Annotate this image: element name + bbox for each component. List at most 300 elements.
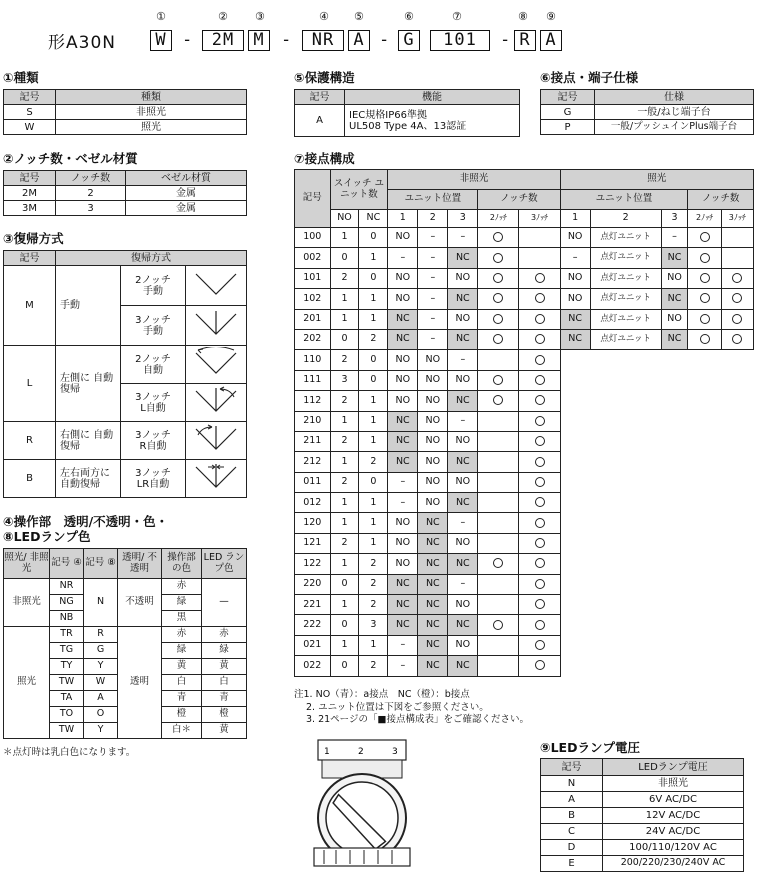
contact-cell: 1 bbox=[359, 533, 388, 553]
contact-cell: 201 bbox=[295, 309, 331, 329]
contact-cell: NC bbox=[448, 452, 478, 472]
contact-cell: 021 bbox=[295, 635, 331, 655]
table-row bbox=[4, 579, 247, 595]
cell: 白 bbox=[162, 675, 202, 691]
diagram-l3-icon bbox=[186, 384, 247, 422]
contact-cell: 1 bbox=[330, 554, 359, 574]
circle-mark-icon bbox=[519, 431, 560, 451]
cell: N bbox=[84, 579, 118, 627]
header-non-lit: 非照光 bbox=[388, 170, 560, 190]
cell: 緑 bbox=[162, 595, 202, 611]
contact-row bbox=[295, 391, 754, 411]
circle-mark-icon bbox=[519, 533, 560, 553]
contact-cell: 1 bbox=[359, 493, 388, 513]
cell bbox=[345, 105, 520, 137]
contact-note-2: 2. ユニット位置は下図をご参照ください。 bbox=[306, 702, 489, 713]
header-code8: 記号 ⑧ bbox=[84, 549, 118, 579]
protection-table bbox=[294, 89, 520, 137]
contact-cell: NO bbox=[388, 391, 418, 411]
cell: S bbox=[4, 105, 56, 120]
contact-cell: – bbox=[418, 289, 448, 309]
contact-cell: NC bbox=[418, 635, 448, 655]
circle-mark-icon bbox=[519, 493, 560, 513]
contact-cell: 点灯ユニット bbox=[590, 309, 661, 329]
table-row bbox=[4, 346, 247, 384]
contact-row bbox=[295, 350, 754, 370]
cell: 6V AC/DC bbox=[603, 792, 744, 808]
table-row bbox=[541, 808, 744, 824]
circle-mark-icon bbox=[519, 635, 560, 655]
header-notch-3: 3ﾉｯﾁ bbox=[721, 210, 753, 228]
contact-cell bbox=[478, 656, 519, 676]
table-row bbox=[4, 460, 247, 498]
contact-cell: 2 bbox=[330, 350, 359, 370]
contact-cell: 点灯ユニット bbox=[590, 268, 661, 288]
empty-area bbox=[560, 472, 753, 492]
num-1: ① bbox=[156, 10, 167, 23]
cell: G bbox=[84, 643, 118, 659]
diagram-v2-icon bbox=[186, 266, 247, 306]
section-title-led-color: ⑧LEDランプ色 bbox=[3, 529, 91, 544]
cell: D bbox=[541, 840, 603, 856]
contact-cell: 2 bbox=[330, 472, 359, 492]
circle-mark-icon bbox=[519, 574, 560, 594]
contact-cell: NO bbox=[388, 513, 418, 533]
contact-row bbox=[295, 656, 754, 676]
cell: A bbox=[541, 792, 603, 808]
contact-cell: NO bbox=[388, 268, 418, 288]
table-row bbox=[295, 105, 520, 137]
contact-row bbox=[295, 268, 754, 288]
cell: 黄 bbox=[162, 659, 202, 675]
contact-cell: 0 bbox=[359, 228, 388, 248]
header-unit-position: ユニット位置 bbox=[388, 190, 478, 210]
header-code: 記号 bbox=[541, 759, 603, 776]
cell: TW bbox=[50, 675, 84, 691]
model-prefix: 形A30N bbox=[48, 33, 116, 53]
code-box-notch: 2M bbox=[202, 30, 244, 51]
header-switch-units: スイッチ ユニット数 bbox=[330, 170, 388, 210]
contact-cell: 2 bbox=[359, 554, 388, 574]
contact-cell: 2 bbox=[359, 452, 388, 472]
code-box-led-voltage: A bbox=[540, 30, 562, 51]
contact-cell: 1 bbox=[330, 513, 359, 533]
pos-1-label: 1 bbox=[324, 747, 330, 757]
contact-cell: NC bbox=[388, 595, 418, 615]
num-6: ⑥ bbox=[404, 10, 415, 23]
contact-cell: 1 bbox=[359, 391, 388, 411]
dash: - bbox=[379, 30, 391, 50]
contact-cell: 1 bbox=[359, 635, 388, 655]
contact-cell: 0 bbox=[330, 574, 359, 594]
header-voltage: LEDランプ電圧 bbox=[603, 759, 744, 776]
circle-mark-icon bbox=[519, 472, 560, 492]
contact-note-1: 注1. NO（青）：a接点 NC（橙）：b接点 bbox=[294, 689, 470, 700]
contact-cell: 100 bbox=[295, 228, 331, 248]
code-box-contact: 101 bbox=[430, 30, 490, 51]
contact-cell: – bbox=[418, 329, 448, 349]
contact-row bbox=[295, 595, 754, 615]
num-7: ⑦ bbox=[452, 10, 463, 23]
contact-cell: 212 bbox=[295, 452, 331, 472]
contact-row bbox=[295, 472, 754, 492]
header-spec: 仕様 bbox=[595, 90, 754, 105]
cell: 100/110/120V AC bbox=[603, 840, 744, 856]
contact-cell: NO bbox=[418, 391, 448, 411]
contact-cell: 112 bbox=[295, 391, 331, 411]
contact-cell: 点灯ユニット bbox=[590, 248, 661, 268]
num-2: ② bbox=[218, 10, 229, 23]
contact-cell: NC bbox=[388, 329, 418, 349]
cell: 黄 bbox=[202, 659, 247, 675]
cell: Y bbox=[84, 659, 118, 675]
header-method: 復帰方式 bbox=[56, 251, 247, 266]
return-table bbox=[3, 250, 247, 498]
contact-cell: NC bbox=[661, 248, 688, 268]
header-notch: ノッチ数 bbox=[56, 171, 126, 186]
contact-cell: NC bbox=[448, 248, 478, 268]
contact-cell: 0 bbox=[330, 656, 359, 676]
contact-cell: 222 bbox=[295, 615, 331, 635]
table-row bbox=[541, 792, 744, 808]
contact-cell: 1 bbox=[330, 493, 359, 513]
contact-cell: NC bbox=[448, 615, 478, 635]
contact-cell: NO bbox=[661, 268, 688, 288]
contact-cell: 1 bbox=[330, 635, 359, 655]
cell: 緑 bbox=[202, 643, 247, 659]
circle-mark-icon bbox=[519, 329, 560, 349]
cell: A bbox=[84, 691, 118, 707]
cell: 3ノッチ 手動 bbox=[121, 306, 186, 346]
empty-area bbox=[560, 574, 753, 594]
contact-row bbox=[295, 574, 754, 594]
contact-cell: – bbox=[388, 472, 418, 492]
cell: 左右両方に 自動復帰 bbox=[56, 460, 121, 498]
contact-cell: NO bbox=[418, 472, 448, 492]
code-box-color: NR bbox=[302, 30, 344, 51]
circle-mark-icon bbox=[688, 329, 721, 349]
cell: R bbox=[84, 627, 118, 643]
circle-mark-icon bbox=[721, 268, 753, 288]
contact-row bbox=[295, 329, 754, 349]
contact-cell: NC bbox=[418, 513, 448, 533]
diagram-l2-icon bbox=[186, 346, 247, 384]
cell: G bbox=[541, 105, 595, 120]
header-notch: ノッチ数 bbox=[478, 190, 560, 210]
contact-cell: 110 bbox=[295, 350, 331, 370]
contact-cell: 2 bbox=[359, 574, 388, 594]
contact-cell: NC bbox=[388, 452, 418, 472]
header-code: 記号 bbox=[295, 90, 345, 105]
cell: 12V AC/DC bbox=[603, 808, 744, 824]
header-notch-2: 2ﾉｯﾁ bbox=[478, 210, 519, 228]
circle-mark-icon bbox=[478, 289, 519, 309]
contact-cell: 1 bbox=[330, 411, 359, 431]
circle-mark-icon bbox=[478, 370, 519, 390]
empty-area bbox=[560, 411, 753, 431]
header-pos-1: 1 bbox=[560, 210, 590, 228]
contact-cell: 012 bbox=[295, 493, 331, 513]
cell: C bbox=[541, 824, 603, 840]
header-unit-position: ユニット位置 bbox=[560, 190, 688, 210]
contact-cell: – bbox=[388, 656, 418, 676]
contact-cell bbox=[721, 248, 753, 268]
cell: 非照光 bbox=[56, 105, 247, 120]
contact-cell: 220 bbox=[295, 574, 331, 594]
header-pos-2: 2 bbox=[590, 210, 661, 228]
contact-cell: – bbox=[388, 493, 418, 513]
table-row bbox=[4, 422, 247, 460]
cell: 透明 bbox=[118, 627, 162, 739]
table-row bbox=[4, 201, 247, 216]
header-code: 記号 bbox=[541, 90, 595, 105]
cell: 白 bbox=[202, 675, 247, 691]
contact-cell: 211 bbox=[295, 431, 331, 451]
contact-cell: NO bbox=[560, 289, 590, 309]
cell: N bbox=[541, 776, 603, 792]
contact-cell bbox=[478, 452, 519, 472]
cell: 200/220/230/240V AC bbox=[603, 856, 744, 872]
empty-area bbox=[560, 533, 753, 553]
contact-cell: NC bbox=[418, 533, 448, 553]
cell: 2M bbox=[4, 186, 56, 201]
contact-cell: 1 bbox=[359, 431, 388, 451]
circle-mark-icon bbox=[519, 370, 560, 390]
table-row bbox=[541, 840, 744, 856]
cell: 手動 bbox=[56, 266, 121, 346]
cell: TO bbox=[50, 707, 84, 723]
cell: TW bbox=[50, 723, 84, 739]
dash: - bbox=[500, 30, 512, 50]
circle-mark-icon bbox=[688, 289, 721, 309]
circle-mark-icon bbox=[519, 268, 560, 288]
section-title-contact: ⑦接点構成 bbox=[294, 151, 355, 166]
header-nc: NC bbox=[359, 210, 388, 228]
contact-cell: NO bbox=[448, 268, 478, 288]
contact-cell: 0 bbox=[330, 615, 359, 635]
empty-area bbox=[560, 595, 753, 615]
contact-cell bbox=[478, 350, 519, 370]
section-title-protection: ⑤保護構造 bbox=[294, 70, 355, 85]
code-box-return: M bbox=[248, 30, 270, 51]
contact-cell: 点灯ユニット bbox=[590, 289, 661, 309]
contact-row bbox=[295, 289, 754, 309]
contact-cell: 2 bbox=[359, 595, 388, 615]
contact-cell: 122 bbox=[295, 554, 331, 574]
contact-cell bbox=[478, 595, 519, 615]
cell: 3ノッチ LR自動 bbox=[121, 460, 186, 498]
contact-cell: 1 bbox=[359, 289, 388, 309]
contact-cell: NO bbox=[448, 472, 478, 492]
cell: 黄 bbox=[202, 723, 247, 739]
contact-cell: – bbox=[448, 350, 478, 370]
cell: B bbox=[4, 460, 56, 498]
contact-cell: – bbox=[418, 309, 448, 329]
contact-cell: NC bbox=[448, 391, 478, 411]
table-row bbox=[4, 186, 247, 201]
contact-cell: – bbox=[448, 411, 478, 431]
contact-cell: 022 bbox=[295, 656, 331, 676]
cell: 2ノッチ 手動 bbox=[121, 266, 186, 306]
contact-cell bbox=[478, 411, 519, 431]
diagram-b3-icon bbox=[186, 460, 247, 498]
cell: TA bbox=[50, 691, 84, 707]
contact-cell: NC bbox=[388, 574, 418, 594]
circle-mark-icon bbox=[688, 228, 721, 248]
cell: NR bbox=[50, 579, 84, 595]
cell: 青 bbox=[202, 691, 247, 707]
cell: 2 bbox=[56, 186, 126, 201]
empty-area bbox=[560, 554, 753, 574]
header-type: 種類 bbox=[56, 90, 247, 105]
empty-area bbox=[560, 635, 753, 655]
contact-cell: NO bbox=[560, 268, 590, 288]
circle-mark-icon bbox=[721, 329, 753, 349]
contact-cell: 111 bbox=[295, 370, 331, 390]
contact-cell: NC bbox=[388, 309, 418, 329]
contact-cell: NC bbox=[418, 615, 448, 635]
code-box-terminal: G bbox=[398, 30, 420, 51]
dash: - bbox=[281, 30, 293, 50]
header-bezel: ベゼル材質 bbox=[126, 171, 247, 186]
contact-cell: NO bbox=[448, 635, 478, 655]
cell: 白＊ bbox=[162, 723, 202, 739]
contact-cell bbox=[519, 248, 560, 268]
cell: 金属 bbox=[126, 201, 247, 216]
empty-area bbox=[560, 452, 753, 472]
contact-cell: 0 bbox=[330, 329, 359, 349]
empty-area bbox=[560, 615, 753, 635]
circle-mark-icon bbox=[721, 309, 753, 329]
contact-cell: NO bbox=[418, 411, 448, 431]
cell: 3ノッチ R自動 bbox=[121, 422, 186, 460]
contact-cell: 2 bbox=[330, 268, 359, 288]
contact-cell: NO bbox=[448, 595, 478, 615]
header-led-color: LED ランプ色 bbox=[202, 549, 247, 579]
color-footnote: ＊点灯時は乳白色になります。 bbox=[3, 747, 136, 758]
contact-row bbox=[295, 615, 754, 635]
contact-cell: 1 bbox=[359, 513, 388, 533]
contact-cell: 2 bbox=[330, 431, 359, 451]
contact-cell: NC bbox=[448, 493, 478, 513]
contact-cell: 202 bbox=[295, 329, 331, 349]
cell: O bbox=[84, 707, 118, 723]
contact-cell bbox=[478, 635, 519, 655]
circle-mark-icon bbox=[688, 309, 721, 329]
contact-cell: 1 bbox=[330, 452, 359, 472]
contact-cell: NO bbox=[388, 370, 418, 390]
cell: NG bbox=[50, 595, 84, 611]
header-code: 記号 bbox=[4, 171, 56, 186]
header-pos-3: 3 bbox=[448, 210, 478, 228]
contact-cell: 2 bbox=[330, 391, 359, 411]
pos-3-label: 3 bbox=[392, 747, 398, 757]
circle-mark-icon bbox=[519, 513, 560, 533]
cell: 左側に 自動復帰 bbox=[56, 346, 121, 422]
contact-cell: 1 bbox=[330, 228, 359, 248]
header-code: 記号 bbox=[4, 251, 56, 266]
circle-mark-icon bbox=[688, 248, 721, 268]
contact-cell: 1 bbox=[359, 411, 388, 431]
contact-cell: – bbox=[388, 248, 418, 268]
header-notch: ノッチ数 bbox=[688, 190, 754, 210]
header-function: 機能 bbox=[345, 90, 520, 105]
contact-cell bbox=[478, 574, 519, 594]
table-row bbox=[541, 120, 754, 135]
num-8: ⑧ bbox=[518, 10, 529, 23]
diagram-r3-icon bbox=[186, 422, 247, 460]
contact-cell: – bbox=[418, 248, 448, 268]
contact-cell: – bbox=[661, 228, 688, 248]
cell: M bbox=[4, 266, 56, 346]
contact-cell bbox=[721, 228, 753, 248]
empty-area bbox=[560, 493, 753, 513]
header-notch-2: 2ﾉｯﾁ bbox=[688, 210, 721, 228]
circle-mark-icon bbox=[478, 554, 519, 574]
cell: 非照光 bbox=[4, 579, 50, 627]
circle-mark-icon bbox=[519, 615, 560, 635]
color-table bbox=[3, 548, 247, 739]
empty-area bbox=[560, 513, 753, 533]
contact-cell: 3 bbox=[359, 615, 388, 635]
contact-cell: 221 bbox=[295, 595, 331, 615]
contact-cell: NC bbox=[448, 289, 478, 309]
cell: — bbox=[202, 579, 247, 627]
contact-cell: NC bbox=[448, 656, 478, 676]
num-3: ③ bbox=[255, 10, 266, 23]
contact-row bbox=[295, 411, 754, 431]
table-row bbox=[541, 824, 744, 840]
num-9: ⑨ bbox=[546, 10, 557, 23]
contact-cell: NO bbox=[418, 431, 448, 451]
contact-row bbox=[295, 554, 754, 574]
circle-mark-icon bbox=[721, 289, 753, 309]
diagram-v3-icon bbox=[186, 306, 247, 346]
cell: W bbox=[4, 120, 56, 135]
circle-mark-icon bbox=[478, 228, 519, 248]
section-title-terminal: ⑥接点・端子仕様 bbox=[540, 70, 639, 85]
cell: 2ノッチ 自動 bbox=[121, 346, 186, 384]
contact-row bbox=[295, 513, 754, 533]
contact-cell: NO bbox=[418, 452, 448, 472]
table-row bbox=[541, 776, 744, 792]
cell: 赤 bbox=[202, 627, 247, 643]
circle-mark-icon bbox=[478, 248, 519, 268]
contact-cell: NO bbox=[418, 493, 448, 513]
contact-cell: NO bbox=[448, 533, 478, 553]
header-code: 記号 bbox=[295, 170, 331, 228]
contact-cell: 120 bbox=[295, 513, 331, 533]
circle-mark-icon bbox=[519, 391, 560, 411]
contact-cell: 0 bbox=[359, 268, 388, 288]
circle-mark-icon bbox=[519, 656, 560, 676]
code-box-protection: A bbox=[348, 30, 370, 51]
contact-cell bbox=[478, 431, 519, 451]
contact-cell: NC bbox=[418, 554, 448, 574]
contact-row bbox=[295, 248, 754, 268]
contact-cell: 1 bbox=[359, 309, 388, 329]
contact-row bbox=[295, 228, 754, 248]
contact-table bbox=[294, 169, 754, 677]
contact-cell: – bbox=[560, 248, 590, 268]
contact-cell: NO bbox=[560, 228, 590, 248]
contact-cell: 0 bbox=[359, 370, 388, 390]
header-no: NO bbox=[330, 210, 359, 228]
contact-cell: NC bbox=[448, 554, 478, 574]
contact-cell: 002 bbox=[295, 248, 331, 268]
empty-area bbox=[560, 656, 753, 676]
cell: 一般/ねじ端子台 bbox=[595, 105, 754, 120]
